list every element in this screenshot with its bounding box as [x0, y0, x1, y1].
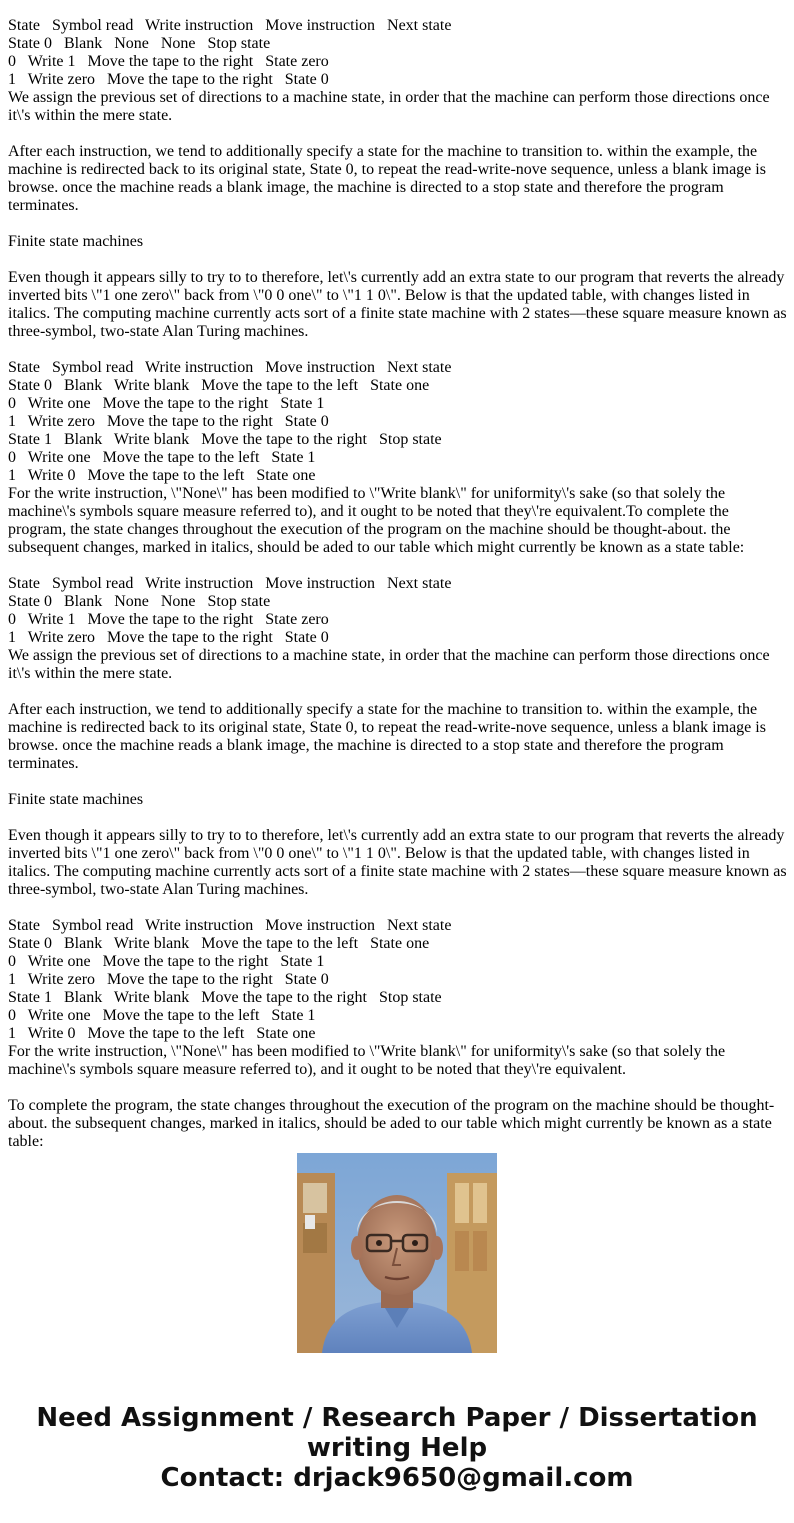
paragraph-write-instruction: For the write instruction, \"None\" has been modified to \"Write blank\" for uniformity\'s sake (so that solely the machine\'s symbols square measure referred to), and it ought to be noted that they\'re equivalent. [8, 1043, 726, 1078]
table-row: 0 Write 1 Move the tape to the right State zero [8, 611, 329, 628]
table-row: State 0 Blank None None Stop state [8, 35, 271, 52]
article-body [8, 17, 787, 1150]
table-row: 0 Write one Move the tape to the left State 1 [8, 1007, 316, 1024]
paragraph-after: After each instruction, we tend to additionally specify a state for the machine to transition to. within the example, the machine is redirected back to its original state, State 0, to repeat the read-write-nove sequence, unless a blank image is browse. once the machine reads a blank image, the machine is directed to a stop state and therefore the program terminates. [8, 701, 766, 772]
paragraph-after: After each instruction, we tend to additionally specify a state for the machine to transition to. within the example, the machine is redirected back to its original state, State 0, to repeat the read-write-nove sequence, unless a blank image is browse. once the machine reads a blank image, the machine is directed to a stop state and therefore the program terminates. [8, 143, 766, 214]
table-row: State 1 Blank Write blank Move the tape to the right Stop state [8, 431, 442, 448]
banner-line: writing Help [306, 1433, 488, 1463]
table-header: State Symbol read Write instruction Move instruction Next state [8, 917, 452, 934]
paragraph-assign: We assign the previous set of directions to a machine state, in order that the machine can perform those directions once it\'s within the mere state. [8, 647, 770, 682]
table-row: 1 Write zero Move the tape to the right State 0 [8, 71, 329, 88]
avatar [297, 1153, 497, 1353]
table-row: State 1 Blank Write blank Move the tape to the right Stop state [8, 989, 442, 1006]
state-table [8, 17, 787, 89]
paragraph-even: Even though it appears silly to try to to therefore, let\'s currently add an extra state to our program that reverts the already inverted bits \"1 one zero\" back from \"0 0 one\" to \"1 1 0\". Below is that the updated table, with changes listed in italics. The computing machine currently acts sort of a finite state machine with 2 states—these square measure known as three-symbol, two-state Alan Turing machines. [8, 269, 787, 340]
contact-banner [0, 1403, 794, 1493]
table-row: 0 Write 1 Move the tape to the right State zero [8, 53, 329, 70]
table-row: 1 Write zero Move the tape to the right State 0 [8, 413, 329, 430]
paragraph-even: Even though it appears silly to try to to therefore, let\'s currently add an extra state to our program that reverts the already inverted bits \"1 one zero\" back from \"0 0 one\" to \"1 1 0\". Below is that the updated table, with changes listed in italics. The computing machine currently acts sort of a finite state machine with 2 states—these square measure known as three-symbol, two-state Alan Turing machines. [8, 827, 787, 898]
table-header: State Symbol read Write instruction Move instruction Next state [8, 359, 452, 376]
state-table [8, 917, 787, 1043]
table-row: 1 Write zero Move the tape to the right State 0 [8, 971, 329, 988]
table-row: State 0 Blank Write blank Move the tape to the left State one [8, 935, 430, 952]
table-row: 1 Write 0 Move the tape to the left State one [8, 467, 316, 484]
state-table [8, 359, 787, 485]
banner-line: Need Assignment / Research Paper / Dissertation [36, 1403, 758, 1433]
paragraph-write-instruction: For the write instruction, \"None\" has been modified to \"Write blank\" for uniformity\'s sake (so that solely the machine\'s symbols square measure referred to), and it ought to be noted that they\'re equivalent.To complete the program, the state changes throughout the execution of the program on the machine should be thought-about. the subsequent changes, marked in italics, should be aded to our table which might currently be known as a state table: [8, 485, 745, 556]
table-header: State Symbol read Write instruction Move instruction Next state [8, 17, 452, 34]
paragraph-complete: To complete the program, the state changes throughout the execution of the program on the machine should be thought-about. the subsequent changes, marked in italics, should be aded to our table which might currently be known as a state table: [8, 1097, 775, 1150]
section-heading-fsm: Finite state machines [8, 791, 144, 808]
table-row: 1 Write zero Move the tape to the right State 0 [8, 629, 329, 646]
section-heading-fsm: Finite state machines [8, 233, 144, 250]
state-table [8, 575, 787, 647]
table-row: State 0 Blank Write blank Move the tape to the left State one [8, 377, 430, 394]
table-row: 1 Write 0 Move the tape to the left State one [8, 1025, 316, 1042]
table-row: State 0 Blank None None Stop state [8, 593, 271, 610]
table-row: 0 Write one Move the tape to the right State 1 [8, 953, 325, 970]
table-row: 0 Write one Move the tape to the right State 1 [8, 395, 325, 412]
table-header: State Symbol read Write instruction Move instruction Next state [8, 575, 452, 592]
table-row: 0 Write one Move the tape to the left State 1 [8, 449, 316, 466]
paragraph-assign: We assign the previous set of directions to a machine state, in order that the machine can perform those directions once it\'s within the mere state. [8, 89, 770, 124]
contact-email: Contact: drjack9650@gmail.com [160, 1463, 634, 1493]
portrait-image [297, 1153, 497, 1353]
